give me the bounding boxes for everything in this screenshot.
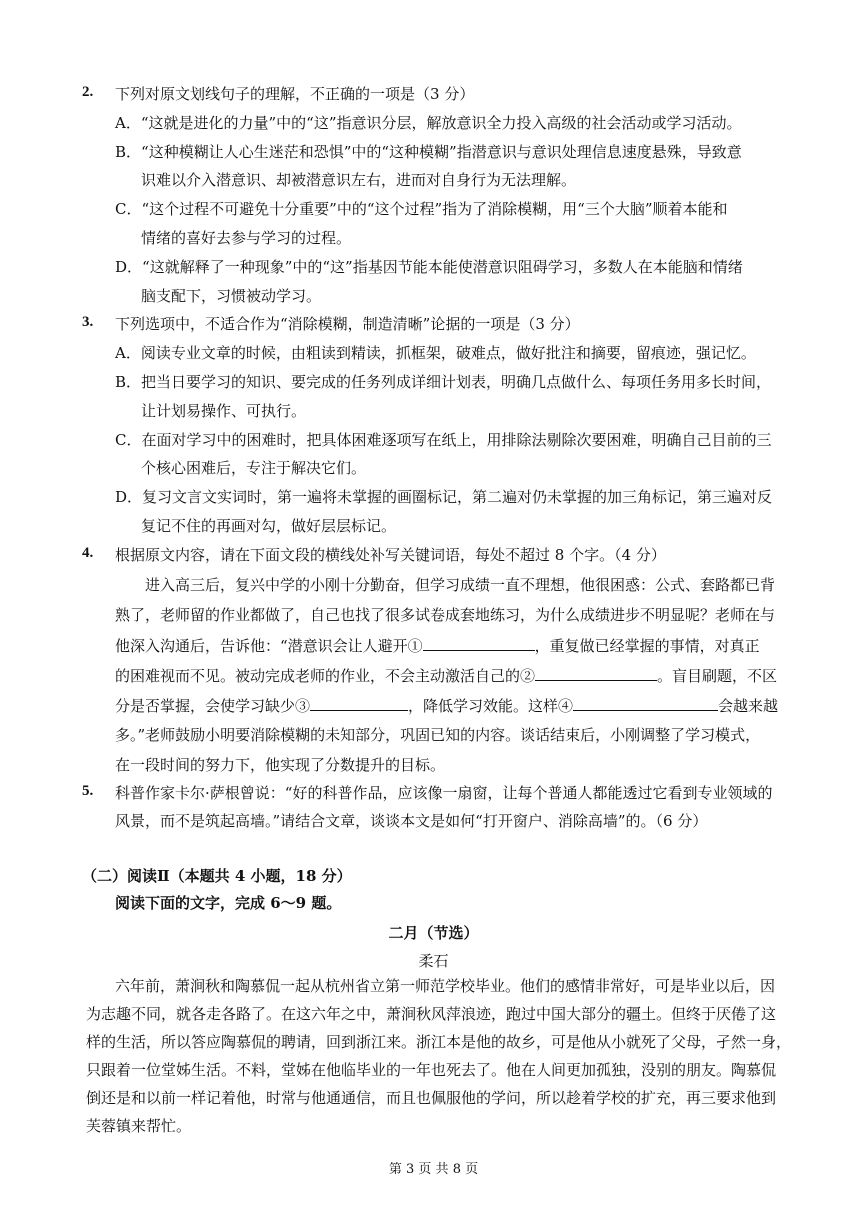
question-4-passage-line-2: 熟了，老师留的作业都做了，自己也找了很多试卷成套地练习，为什么成绩进步不明显呢？老师在与 <box>115 606 776 624</box>
question-3-option-a: A．阅读专业文章的时候，由粗读到精读，抓框架，破难点，做好批注和摘要，留痕迹，强记忆。 <box>115 344 756 362</box>
question-number-4: 4. <box>82 545 94 561</box>
question-3-option-b: B．把当日要学习的知识、要完成的任务列成详细计划表，明确几点做什么、每项任务用多长时间， <box>115 373 772 391</box>
question-5-line-1: 科普作家卡尔·萨根曾说：“好的科普作品，应该像一扇窗，让每个普通人都能透过它看到专业领域的 <box>115 784 773 802</box>
question-2-option-c-cont: 情绪的喜好去参与学习的过程。 <box>141 229 352 247</box>
question-2-option-a: A．“这就是进化的力量”中的“这”指意识分层，解放意识全力投入高级的社会活动或学习活动。 <box>115 114 742 132</box>
question-3-option-c: C．在面对学习中的困难时，把具体困难逐项写在纸上，用排除法剔除次要困难，明确自己目前的三 <box>115 431 772 449</box>
question-4-passage-line-6: 多。”老师鼓励小明要消除模糊的未知部分，巩固已知的内容。谈话结束后，小刚调整了学习模式， <box>115 726 761 744</box>
question-2-option-c: C．“这个过程不可避免十分重要”中的“这个过程”指为了消除模糊，用“三个大脑”顺着本能和 <box>115 200 728 218</box>
question-4-stem: 根据原文内容，请在下面文段的横线处补写关键词语，每处不超过 8 个字。（4 分） <box>115 546 666 564</box>
passage-title: 二月（节选） <box>388 924 479 942</box>
question-4-passage-line-5 <box>115 695 778 716</box>
question-4-passage-line-1: 进入高三后，复兴中学的小刚十分勤奋，但学习成绩一直不理想，他很困惑：公式、套路都已背 <box>145 576 776 594</box>
question-4-text-4b: 。盲目刷题，不区 <box>657 667 778 685</box>
question-4-text-5a: 分是否掌握，会使学习缺少③ <box>115 697 311 715</box>
answer-blank-1[interactable] <box>423 635 535 651</box>
question-3-option-d-cont: 复记不住的再画对勾，做好层层标记。 <box>141 517 397 535</box>
passage-line-4: 只跟着一位堂姊生活。不料，堂姊在他临毕业的一年也死去了。他在人间更加孤独，没别的朋友。陶慕侃 <box>86 1061 777 1079</box>
passage-line-5: 倒还是和以前一样记着他，时常与他通通信，而且也佩服他的学问，所以趁着学校的扩充，再三要求他到 <box>86 1089 777 1107</box>
question-3-option-b-cont: 让计划易操作、可执行。 <box>141 402 307 420</box>
question-2-option-b: B．“这种模糊让人心生迷茫和恐惧”中的“这种模糊”指潜意识与意识处理信息速度悬殊，导致意 <box>115 143 742 161</box>
answer-blank-4[interactable] <box>573 695 718 711</box>
passage-line-1: 六年前，萧涧秋和陶慕侃一起从杭州省立第一师范学校毕业。他们的感情非常好，可是毕业以后，因 <box>115 977 776 995</box>
section-2-heading: （二）阅读Ⅱ（本题共 4 小题，18 分） <box>82 867 352 885</box>
question-4-text-4a: 的困难视而不见。被动完成老师的作业，不会主动激活自己的② <box>115 667 536 685</box>
section-2-instruction: 阅读下面的文字，完成 6～9 题。 <box>115 894 342 912</box>
question-4-text-5b: ，降低学习效能。这样④ <box>408 697 574 715</box>
page-number: 第 3 页 共 8 页 <box>388 1162 479 1177</box>
question-3-option-d: D．复习文言文实词时，第一遍将未掌握的画圈标记，第二遍对仍未掌握的加三角标记，第三遍对反 <box>115 488 773 506</box>
question-4-text-3b: ，重复做已经掌握的事情，对真正 <box>534 637 760 655</box>
question-4-passage-line-3 <box>115 635 760 656</box>
question-4-passage-line-7: 在一段时间的努力下，他实现了分数提升的目标。 <box>115 756 446 774</box>
passage-author: 柔石 <box>418 952 449 970</box>
question-number-2: 2. <box>82 84 94 100</box>
passage-line-3: 样的生活，所以答应陶慕侃的聘请，回到浙江来。浙江本是他的故乡，可是他从小就死了父母，孑然一身， <box>86 1033 792 1051</box>
answer-blank-3[interactable] <box>310 695 408 711</box>
question-4-passage-line-4 <box>115 665 777 686</box>
question-number-5: 5. <box>82 783 94 799</box>
question-3-option-c-cont: 个核心困难后，专注于解决它们。 <box>141 459 367 477</box>
question-5-line-2: 风景，而不是筑起高墙。”请结合文章，谈谈本文是如何“打开窗户、消除高墙”的。（6 分） <box>115 812 708 830</box>
question-4-text-3a: 他深入沟通后，告诉他：“潜意识会让人避开① <box>115 637 423 655</box>
passage-line-6: 芙蓉镇来帮忙。 <box>86 1117 192 1135</box>
question-2-option-b-cont: 识难以介入潜意识、却被潜意识左右，进而对自身行为无法理解。 <box>141 171 577 189</box>
question-2-stem: 下列对原文划线句子的理解，不正确的一项是（3 分） <box>115 85 475 103</box>
question-4-text-5c: 会越来越 <box>718 697 779 715</box>
question-2-option-d-cont: 脑支配下，习惯被动学习。 <box>141 287 322 305</box>
question-2-option-d: D．“这就解释了一种现象”中的“这”指基因节能本能使潜意识阻碍学习，多数人在本能脑和情绪 <box>115 258 743 276</box>
question-number-3: 3. <box>82 314 94 330</box>
question-3-stem: 下列选项中，不适合作为“消除模糊，制造清晰”论据的一项是（3 分） <box>115 315 580 333</box>
passage-line-2: 为志趣不同，就各走各路了。在这六年之中，萧涧秋风萍浪迹，跑过中国大部分的疆土。但终于厌倦了这 <box>86 1005 777 1023</box>
answer-blank-2[interactable] <box>535 665 657 681</box>
